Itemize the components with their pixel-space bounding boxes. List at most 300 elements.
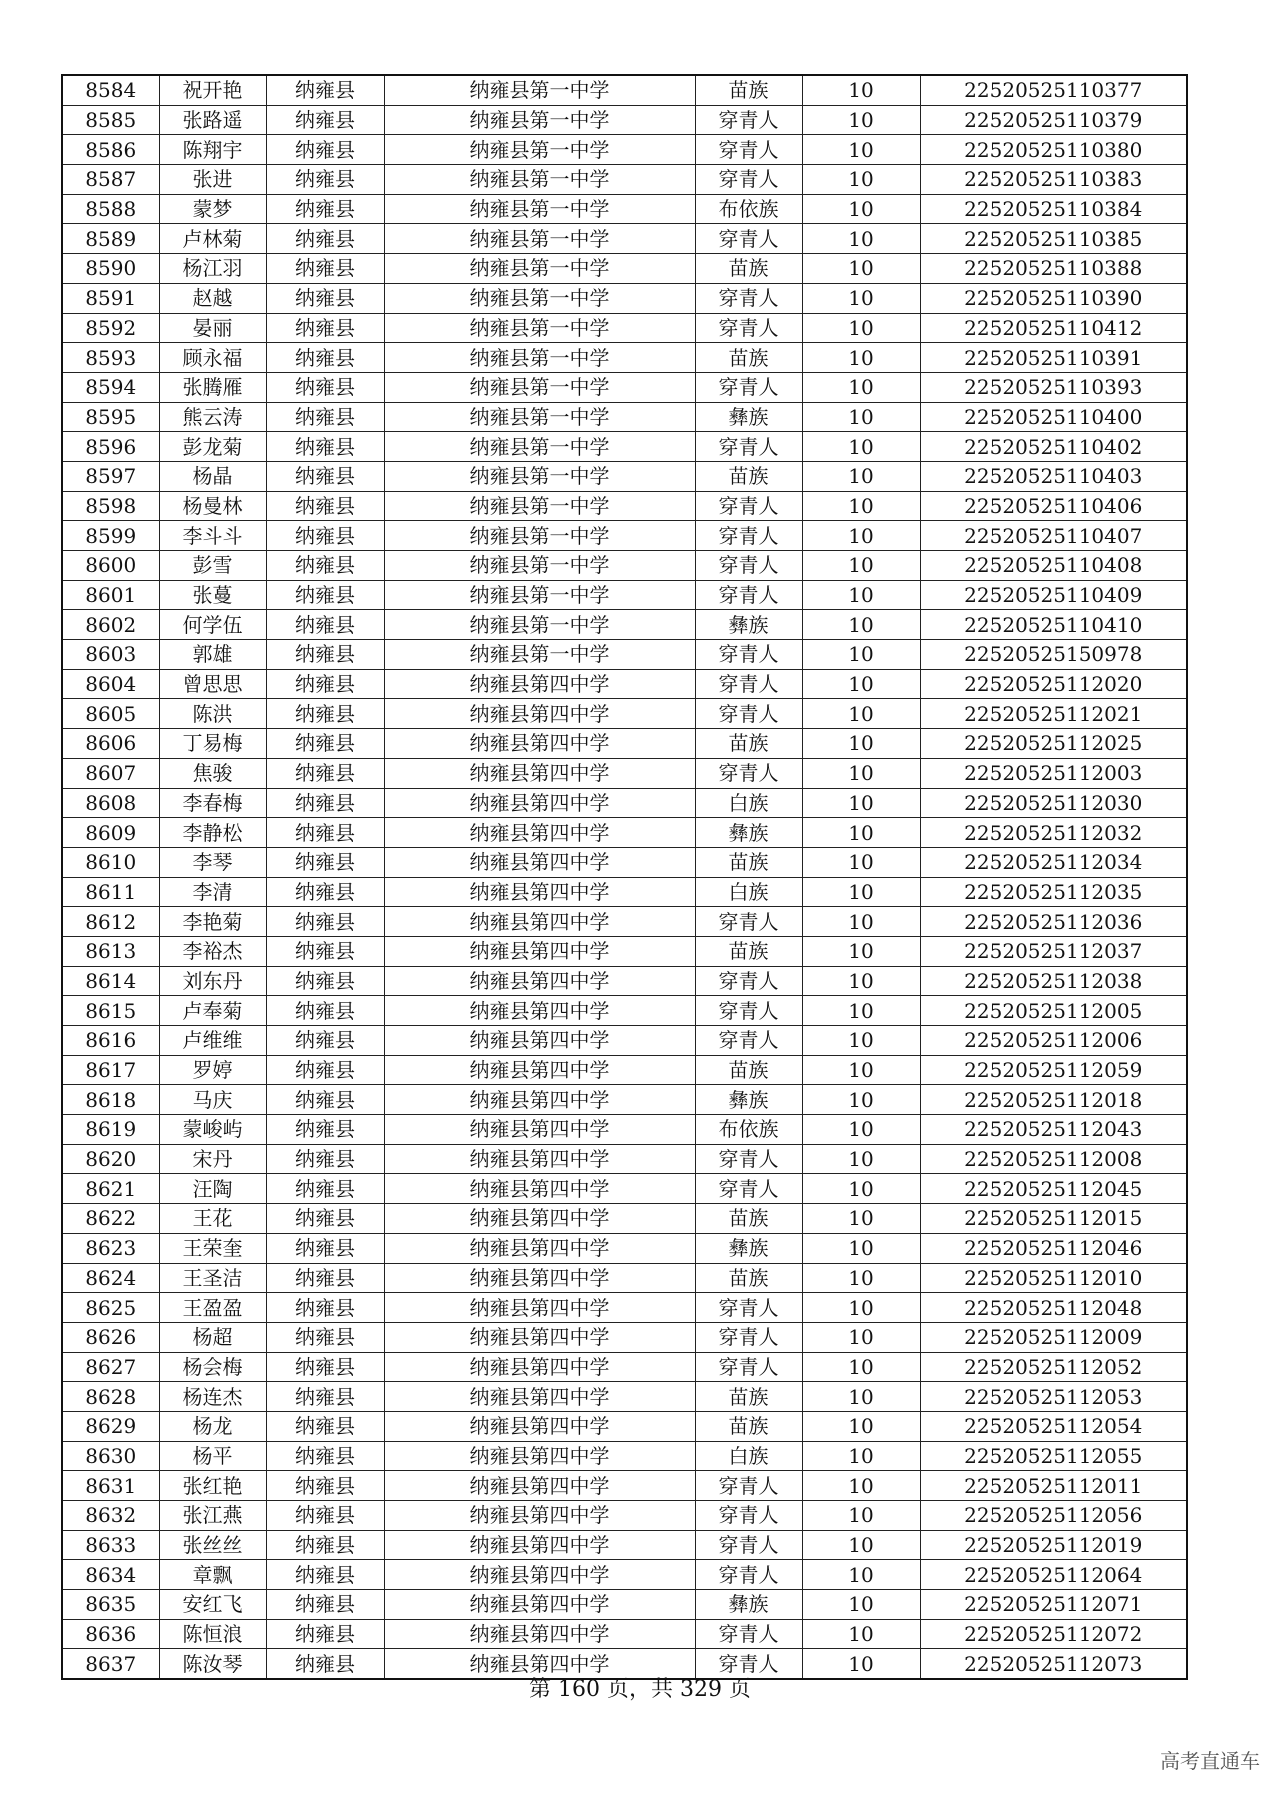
school-cell: 纳雍县第四中学 — [384, 788, 695, 818]
county-cell: 纳雍县 — [266, 580, 384, 610]
county-cell: 纳雍县 — [266, 1055, 384, 1085]
ethnicity-cell: 苗族 — [695, 847, 802, 877]
exam-id-cell: 22520525112046 — [920, 1233, 1187, 1263]
grade-cell: 10 — [802, 1501, 920, 1531]
grade-cell: 10 — [802, 1441, 920, 1471]
ethnicity-cell: 穿青人 — [695, 372, 802, 402]
table-row — [62, 432, 1187, 462]
exam-id-cell: 22520525112036 — [920, 907, 1187, 937]
exam-id-cell: 22520525110391 — [920, 343, 1187, 373]
student-name-cell: 祝开艳 — [159, 75, 266, 105]
exam-id-cell: 22520525112048 — [920, 1293, 1187, 1323]
county-cell: 纳雍县 — [266, 1174, 384, 1204]
student-name-cell: 彭龙菊 — [159, 432, 266, 462]
exam-id-cell: 22520525112045 — [920, 1174, 1187, 1204]
grade-cell: 10 — [802, 551, 920, 581]
student-name-cell: 赵越 — [159, 283, 266, 313]
school-cell: 纳雍县第四中学 — [384, 1530, 695, 1560]
school-cell: 纳雍县第一中学 — [384, 580, 695, 610]
row-number-cell: 8601 — [62, 580, 159, 610]
grade-cell: 10 — [802, 1115, 920, 1145]
table-row — [62, 343, 1187, 373]
student-name-cell: 杨曼林 — [159, 491, 266, 521]
grade-cell: 10 — [802, 877, 920, 907]
table-row — [62, 610, 1187, 640]
grade-cell: 10 — [802, 640, 920, 670]
county-cell: 纳雍县 — [266, 818, 384, 848]
grade-cell: 10 — [802, 1382, 920, 1412]
ethnicity-cell: 穿青人 — [695, 165, 802, 195]
exam-id-cell: 22520525110390 — [920, 283, 1187, 313]
grade-cell: 10 — [802, 580, 920, 610]
grade-cell: 10 — [802, 1174, 920, 1204]
exam-id-cell: 22520525112034 — [920, 847, 1187, 877]
grade-cell: 10 — [802, 1322, 920, 1352]
ethnicity-cell: 穿青人 — [695, 135, 802, 165]
row-number-cell: 8626 — [62, 1322, 159, 1352]
grade-cell: 10 — [802, 936, 920, 966]
grade-cell: 10 — [802, 432, 920, 462]
county-cell: 纳雍县 — [266, 254, 384, 284]
table-row — [62, 907, 1187, 937]
table-row — [62, 640, 1187, 670]
ethnicity-cell: 穿青人 — [695, 699, 802, 729]
county-cell: 纳雍县 — [266, 1649, 384, 1679]
row-number-cell: 8612 — [62, 907, 159, 937]
county-cell: 纳雍县 — [266, 1441, 384, 1471]
exam-id-cell: 22520525112020 — [920, 669, 1187, 699]
grade-cell: 10 — [802, 1144, 920, 1174]
school-cell: 纳雍县第一中学 — [384, 224, 695, 254]
row-number-cell: 8633 — [62, 1530, 159, 1560]
grade-cell: 10 — [802, 1411, 920, 1441]
ethnicity-cell: 苗族 — [695, 254, 802, 284]
table-row — [62, 936, 1187, 966]
table-row — [62, 788, 1187, 818]
student-name-cell: 汪陶 — [159, 1174, 266, 1204]
row-number-cell: 8634 — [62, 1560, 159, 1590]
ethnicity-cell: 彝族 — [695, 1590, 802, 1620]
grade-cell: 10 — [802, 1293, 920, 1323]
grade-cell: 10 — [802, 135, 920, 165]
page-footer: 第 160 页，共 329 页 — [529, 1677, 751, 1702]
ethnicity-cell: 苗族 — [695, 1055, 802, 1085]
school-cell: 纳雍县第四中学 — [384, 1441, 695, 1471]
exam-id-cell: 22520525110402 — [920, 432, 1187, 462]
county-cell: 纳雍县 — [266, 135, 384, 165]
row-number-cell: 8628 — [62, 1382, 159, 1412]
county-cell: 纳雍县 — [266, 1471, 384, 1501]
school-cell: 纳雍县第四中学 — [384, 996, 695, 1026]
table-row — [62, 194, 1187, 224]
ethnicity-cell: 穿青人 — [695, 1649, 802, 1679]
county-cell: 纳雍县 — [266, 788, 384, 818]
ethnicity-cell: 穿青人 — [695, 1144, 802, 1174]
student-name-cell: 曾思思 — [159, 669, 266, 699]
school-cell: 纳雍县第一中学 — [384, 313, 695, 343]
table-row — [62, 1501, 1187, 1531]
school-cell: 纳雍县第一中学 — [384, 640, 695, 670]
exam-id-cell: 22520525112003 — [920, 758, 1187, 788]
ethnicity-cell: 穿青人 — [695, 996, 802, 1026]
student-name-cell: 李清 — [159, 877, 266, 907]
county-cell: 纳雍县 — [266, 551, 384, 581]
county-cell: 纳雍县 — [266, 313, 384, 343]
county-cell: 纳雍县 — [266, 1233, 384, 1263]
grade-cell: 10 — [802, 1085, 920, 1115]
ethnicity-cell: 苗族 — [695, 936, 802, 966]
row-number-cell: 8629 — [62, 1411, 159, 1441]
ethnicity-cell: 穿青人 — [695, 521, 802, 551]
row-number-cell: 8627 — [62, 1352, 159, 1382]
student-name-cell: 马庆 — [159, 1085, 266, 1115]
ethnicity-cell: 苗族 — [695, 75, 802, 105]
student-name-cell: 熊云涛 — [159, 402, 266, 432]
row-number-cell: 8596 — [62, 432, 159, 462]
county-cell: 纳雍县 — [266, 1322, 384, 1352]
student-name-cell: 杨连杰 — [159, 1382, 266, 1412]
ethnicity-cell: 穿青人 — [695, 758, 802, 788]
student-name-cell: 安红飞 — [159, 1590, 266, 1620]
table-row — [62, 283, 1187, 313]
ethnicity-cell: 穿青人 — [695, 580, 802, 610]
student-name-cell: 杨龙 — [159, 1411, 266, 1441]
row-number-cell: 8591 — [62, 283, 159, 313]
student-name-cell: 张进 — [159, 165, 266, 195]
student-name-cell: 陈汝琴 — [159, 1649, 266, 1679]
exam-id-cell: 22520525112005 — [920, 996, 1187, 1026]
table-row — [62, 699, 1187, 729]
grade-cell: 10 — [802, 907, 920, 937]
grade-cell: 10 — [802, 1619, 920, 1649]
student-name-cell: 李斗斗 — [159, 521, 266, 551]
table-row — [62, 966, 1187, 996]
row-number-cell: 8592 — [62, 313, 159, 343]
ethnicity-cell: 白族 — [695, 788, 802, 818]
county-cell: 纳雍县 — [266, 1293, 384, 1323]
county-cell: 纳雍县 — [266, 699, 384, 729]
county-cell: 纳雍县 — [266, 105, 384, 135]
student-name-cell: 卢林菊 — [159, 224, 266, 254]
grade-cell: 10 — [802, 610, 920, 640]
row-number-cell: 8617 — [62, 1055, 159, 1085]
student-name-cell: 焦骏 — [159, 758, 266, 788]
row-number-cell: 8616 — [62, 1026, 159, 1056]
table-row — [62, 1590, 1187, 1620]
row-number-cell: 8624 — [62, 1263, 159, 1293]
grade-cell: 10 — [802, 1352, 920, 1382]
exam-id-cell: 22520525110406 — [920, 491, 1187, 521]
exam-id-cell: 22520525112038 — [920, 966, 1187, 996]
school-cell: 纳雍县第四中学 — [384, 1501, 695, 1531]
county-cell: 纳雍县 — [266, 1085, 384, 1115]
ethnicity-cell: 苗族 — [695, 729, 802, 759]
school-cell: 纳雍县第一中学 — [384, 194, 695, 224]
exam-id-cell: 22520525110407 — [920, 521, 1187, 551]
ethnicity-cell: 穿青人 — [695, 1619, 802, 1649]
student-name-cell: 章飘 — [159, 1560, 266, 1590]
ethnicity-cell: 穿青人 — [695, 1293, 802, 1323]
grade-cell: 10 — [802, 1263, 920, 1293]
table-row — [62, 1322, 1187, 1352]
table-row — [62, 729, 1187, 759]
school-cell: 纳雍县第四中学 — [384, 1619, 695, 1649]
county-cell: 纳雍县 — [266, 1263, 384, 1293]
student-name-cell: 李艳菊 — [159, 907, 266, 937]
table-row — [62, 254, 1187, 284]
ethnicity-cell: 穿青人 — [695, 669, 802, 699]
county-cell: 纳雍县 — [266, 936, 384, 966]
table-row — [62, 847, 1187, 877]
school-cell: 纳雍县第一中学 — [384, 551, 695, 581]
student-name-cell: 罗婷 — [159, 1055, 266, 1085]
ethnicity-cell: 穿青人 — [695, 1026, 802, 1056]
grade-cell: 10 — [802, 165, 920, 195]
row-number-cell: 8598 — [62, 491, 159, 521]
exam-id-cell: 22520525112010 — [920, 1263, 1187, 1293]
row-number-cell: 8607 — [62, 758, 159, 788]
table-row — [62, 1619, 1187, 1649]
row-number-cell: 8589 — [62, 224, 159, 254]
ethnicity-cell: 彝族 — [695, 1085, 802, 1115]
table-row — [62, 165, 1187, 195]
grade-cell: 10 — [802, 1530, 920, 1560]
ethnicity-cell: 白族 — [695, 1441, 802, 1471]
student-name-cell: 张腾雁 — [159, 372, 266, 402]
ethnicity-cell: 苗族 — [695, 343, 802, 373]
ethnicity-cell: 穿青人 — [695, 551, 802, 581]
exam-id-cell: 22520525110393 — [920, 372, 1187, 402]
exam-id-cell: 22520525112073 — [920, 1649, 1187, 1679]
ethnicity-cell: 穿青人 — [695, 640, 802, 670]
exam-id-cell: 22520525112019 — [920, 1530, 1187, 1560]
table-row — [62, 1530, 1187, 1560]
exam-id-cell: 22520525110409 — [920, 580, 1187, 610]
grade-cell: 10 — [802, 283, 920, 313]
school-cell: 纳雍县第四中学 — [384, 847, 695, 877]
exam-id-cell: 22520525110412 — [920, 313, 1187, 343]
row-number-cell: 8610 — [62, 847, 159, 877]
ethnicity-cell: 穿青人 — [695, 313, 802, 343]
school-cell: 纳雍县第四中学 — [384, 1471, 695, 1501]
table-row — [62, 1144, 1187, 1174]
school-cell: 纳雍县第四中学 — [384, 1055, 695, 1085]
row-number-cell: 8584 — [62, 75, 159, 105]
student-name-cell: 顾永福 — [159, 343, 266, 373]
county-cell: 纳雍县 — [266, 1501, 384, 1531]
row-number-cell: 8622 — [62, 1204, 159, 1234]
grade-cell: 10 — [802, 788, 920, 818]
county-cell: 纳雍县 — [266, 1352, 384, 1382]
school-cell: 纳雍县第一中学 — [384, 491, 695, 521]
school-cell: 纳雍县第四中学 — [384, 1382, 695, 1412]
school-cell: 纳雍县第四中学 — [384, 1144, 695, 1174]
grade-cell: 10 — [802, 105, 920, 135]
county-cell: 纳雍县 — [266, 758, 384, 788]
school-cell: 纳雍县第四中学 — [384, 729, 695, 759]
row-number-cell: 8613 — [62, 936, 159, 966]
county-cell: 纳雍县 — [266, 165, 384, 195]
school-cell: 纳雍县第一中学 — [384, 461, 695, 491]
grade-cell: 10 — [802, 224, 920, 254]
student-name-cell: 晏丽 — [159, 313, 266, 343]
county-cell: 纳雍县 — [266, 610, 384, 640]
exam-id-cell: 22520525112021 — [920, 699, 1187, 729]
table-row — [62, 521, 1187, 551]
grade-cell: 10 — [802, 758, 920, 788]
school-cell: 纳雍县第四中学 — [384, 669, 695, 699]
exam-id-cell: 22520525110385 — [920, 224, 1187, 254]
row-number-cell: 8605 — [62, 699, 159, 729]
school-cell: 纳雍县第一中学 — [384, 283, 695, 313]
row-number-cell: 8603 — [62, 640, 159, 670]
exam-id-cell: 22520525112071 — [920, 1590, 1187, 1620]
grade-cell: 10 — [802, 521, 920, 551]
exam-id-cell: 22520525110379 — [920, 105, 1187, 135]
ethnicity-cell: 穿青人 — [695, 1471, 802, 1501]
ethnicity-cell: 彝族 — [695, 610, 802, 640]
row-number-cell: 8635 — [62, 1590, 159, 1620]
grade-cell: 10 — [802, 194, 920, 224]
county-cell: 纳雍县 — [266, 402, 384, 432]
table-row — [62, 1174, 1187, 1204]
table-row — [62, 580, 1187, 610]
school-cell: 纳雍县第一中学 — [384, 254, 695, 284]
ethnicity-cell: 穿青人 — [695, 283, 802, 313]
exam-id-cell: 22520525112056 — [920, 1501, 1187, 1531]
grade-cell: 10 — [802, 729, 920, 759]
ethnicity-cell: 白族 — [695, 877, 802, 907]
grade-cell: 10 — [802, 254, 920, 284]
row-number-cell: 8618 — [62, 1085, 159, 1115]
row-number-cell: 8595 — [62, 402, 159, 432]
table-row — [62, 1115, 1187, 1145]
exam-id-cell: 22520525112006 — [920, 1026, 1187, 1056]
county-cell: 纳雍县 — [266, 1590, 384, 1620]
row-number-cell: 8636 — [62, 1619, 159, 1649]
exam-id-cell: 22520525112025 — [920, 729, 1187, 759]
grade-cell: 10 — [802, 491, 920, 521]
exam-id-cell: 22520525110388 — [920, 254, 1187, 284]
student-name-cell: 彭雪 — [159, 551, 266, 581]
county-cell: 纳雍县 — [266, 283, 384, 313]
row-number-cell: 8632 — [62, 1501, 159, 1531]
ethnicity-cell: 穿青人 — [695, 1322, 802, 1352]
row-number-cell: 8599 — [62, 521, 159, 551]
grade-cell: 10 — [802, 699, 920, 729]
row-number-cell: 8594 — [62, 372, 159, 402]
table-row — [62, 1441, 1187, 1471]
student-name-cell: 杨晶 — [159, 461, 266, 491]
student-name-cell: 杨会梅 — [159, 1352, 266, 1382]
county-cell: 纳雍县 — [266, 461, 384, 491]
row-number-cell: 8609 — [62, 818, 159, 848]
table-row — [62, 1471, 1187, 1501]
row-number-cell: 8588 — [62, 194, 159, 224]
student-name-cell: 王盈盈 — [159, 1293, 266, 1323]
county-cell: 纳雍县 — [266, 75, 384, 105]
ethnicity-cell: 苗族 — [695, 461, 802, 491]
grade-cell: 10 — [802, 1055, 920, 1085]
exam-id-cell: 22520525112032 — [920, 818, 1187, 848]
county-cell: 纳雍县 — [266, 907, 384, 937]
student-name-cell: 刘东丹 — [159, 966, 266, 996]
ethnicity-cell: 穿青人 — [695, 432, 802, 462]
ethnicity-cell: 穿青人 — [695, 1501, 802, 1531]
grade-cell: 10 — [802, 343, 920, 373]
grade-cell: 10 — [802, 996, 920, 1026]
row-number-cell: 8608 — [62, 788, 159, 818]
student-name-cell: 李琴 — [159, 847, 266, 877]
table-row — [62, 491, 1187, 521]
table-row — [62, 551, 1187, 581]
table-row — [62, 1293, 1187, 1323]
row-number-cell: 8585 — [62, 105, 159, 135]
exam-id-cell: 22520525112072 — [920, 1619, 1187, 1649]
student-name-cell: 杨平 — [159, 1441, 266, 1471]
row-number-cell: 8600 — [62, 551, 159, 581]
table-row — [62, 461, 1187, 491]
exam-id-cell: 22520525150978 — [920, 640, 1187, 670]
ethnicity-cell: 布依族 — [695, 1115, 802, 1145]
ethnicity-cell: 苗族 — [695, 1411, 802, 1441]
exam-id-cell: 22520525110408 — [920, 551, 1187, 581]
grade-cell: 10 — [802, 461, 920, 491]
table-row — [62, 1026, 1187, 1056]
student-name-cell: 王花 — [159, 1204, 266, 1234]
county-cell: 纳雍县 — [266, 432, 384, 462]
table-row — [62, 1263, 1187, 1293]
row-number-cell: 8611 — [62, 877, 159, 907]
grade-cell: 10 — [802, 372, 920, 402]
grade-cell: 10 — [802, 1471, 920, 1501]
exam-id-cell: 22520525110377 — [920, 75, 1187, 105]
student-name-cell: 蒙峻屿 — [159, 1115, 266, 1145]
exam-id-cell: 22520525112043 — [920, 1115, 1187, 1145]
row-number-cell: 8621 — [62, 1174, 159, 1204]
student-name-cell: 张丝丝 — [159, 1530, 266, 1560]
student-name-cell: 王荣奎 — [159, 1233, 266, 1263]
row-number-cell: 8623 — [62, 1233, 159, 1263]
student-name-cell: 陈翔宇 — [159, 135, 266, 165]
exam-id-cell: 22520525112037 — [920, 936, 1187, 966]
school-cell: 纳雍县第四中学 — [384, 936, 695, 966]
exam-id-cell: 22520525110403 — [920, 461, 1187, 491]
ethnicity-cell: 彝族 — [695, 1233, 802, 1263]
school-cell: 纳雍县第四中学 — [384, 758, 695, 788]
school-cell: 纳雍县第一中学 — [384, 610, 695, 640]
county-cell: 纳雍县 — [266, 1619, 384, 1649]
school-cell: 纳雍县第四中学 — [384, 907, 695, 937]
exam-id-cell: 22520525110400 — [920, 402, 1187, 432]
student-name-cell: 蒙梦 — [159, 194, 266, 224]
grade-cell: 10 — [802, 669, 920, 699]
grade-cell: 10 — [802, 1590, 920, 1620]
grade-cell: 10 — [802, 1026, 920, 1056]
table-row — [62, 1233, 1187, 1263]
ethnicity-cell: 苗族 — [695, 1263, 802, 1293]
grade-cell: 10 — [802, 75, 920, 105]
exam-id-cell: 22520525112035 — [920, 877, 1187, 907]
student-name-cell: 卢奉菊 — [159, 996, 266, 1026]
row-number-cell: 8606 — [62, 729, 159, 759]
school-cell: 纳雍县第一中学 — [384, 105, 695, 135]
student-name-cell: 张红艳 — [159, 1471, 266, 1501]
school-cell: 纳雍县第四中学 — [384, 699, 695, 729]
row-number-cell: 8615 — [62, 996, 159, 1026]
county-cell: 纳雍县 — [266, 194, 384, 224]
school-cell: 纳雍县第四中学 — [384, 818, 695, 848]
